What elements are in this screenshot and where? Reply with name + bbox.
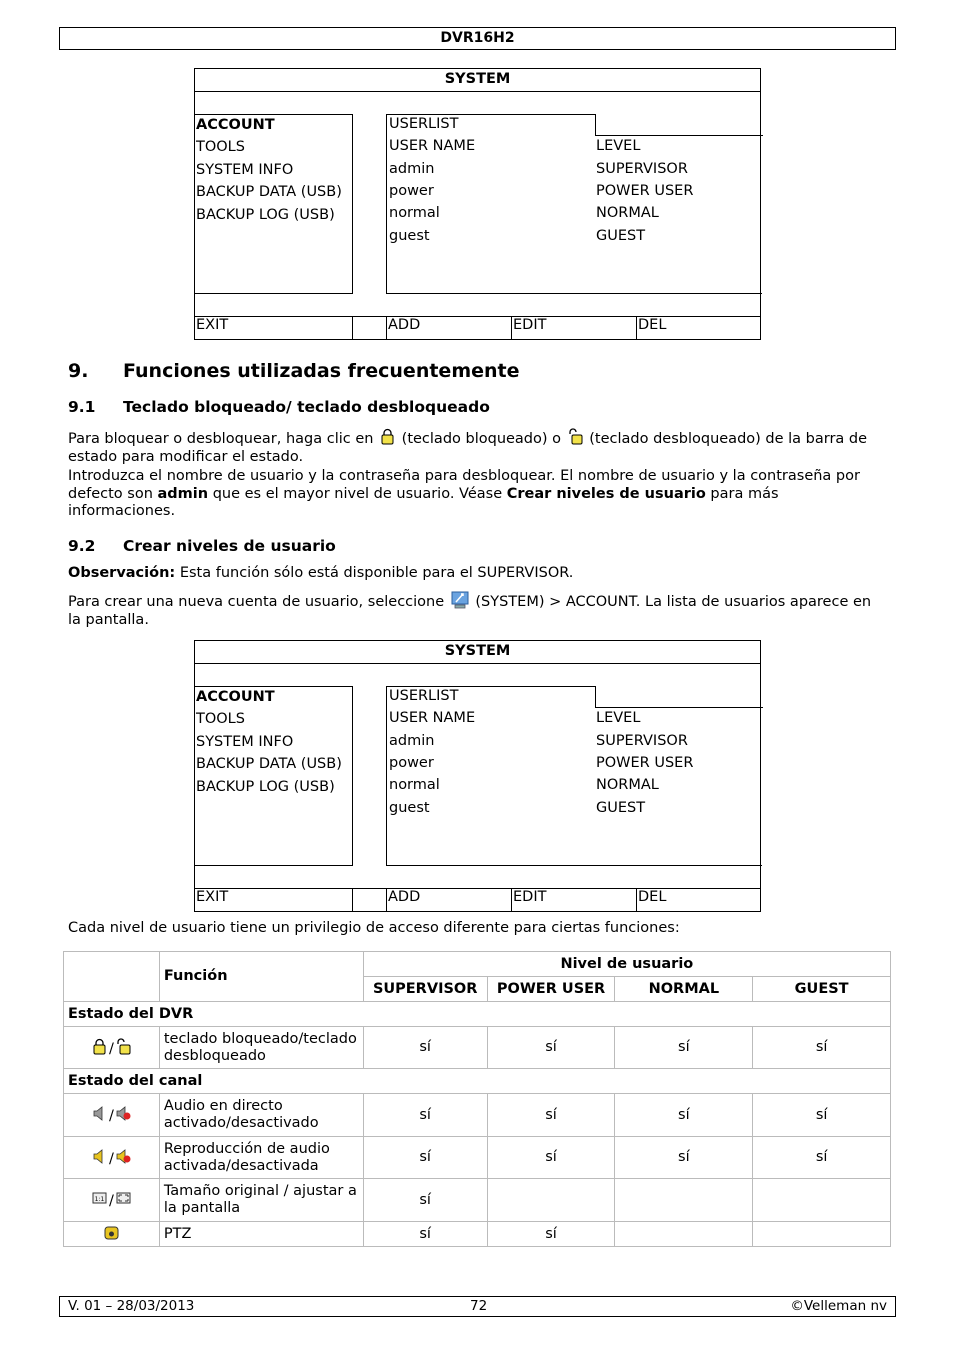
header-level: POWER USER <box>487 977 615 1002</box>
note-text: Esta función sólo está disponible para el SUPERVISOR. <box>179 565 574 581</box>
menu-item-tools[interactable]: TOOLS <box>196 139 245 156</box>
table-row <box>64 1027 891 1069</box>
userlist-header <box>389 136 640 158</box>
paragraph-note <box>68 565 888 583</box>
header-nivel: Nivel de usuario <box>363 952 890 977</box>
user-row[interactable] <box>389 181 693 203</box>
paragraph-create-user <box>68 591 888 629</box>
text: Para crear una nueva cuenta de usuario, seleccione <box>68 594 445 610</box>
user-name: normal <box>389 205 440 221</box>
header-level: NORMAL <box>615 977 753 1002</box>
function-cell: teclado bloqueado/teclado desbloqueado <box>159 1027 363 1069</box>
note-label: Observación: <box>68 565 176 581</box>
page-footer <box>59 1296 896 1317</box>
bold-reference: Crear niveles de usuario <box>506 485 706 502</box>
value-cell: sí <box>363 1179 487 1222</box>
value-cell: sí <box>487 1027 615 1069</box>
user-row[interactable] <box>389 226 645 248</box>
add-button[interactable]: ADD <box>386 888 511 912</box>
section-row-dvr: Estado del DVR <box>64 1002 891 1027</box>
user-level: SUPERVISOR <box>596 160 688 177</box>
paragraph-unlock-info <box>68 468 888 521</box>
user-name: power <box>389 755 434 771</box>
menu-item-backup-data[interactable]: BACKUP DATA (USB) <box>196 756 342 773</box>
user-level: NORMAL <box>596 777 659 793</box>
text: que es el mayor nivel de usuario. Véase <box>212 485 503 502</box>
userlist-header <box>389 708 640 730</box>
separator: / <box>108 1108 114 1124</box>
unlock-icon <box>116 1038 131 1055</box>
function-cell: PTZ <box>159 1222 363 1247</box>
user-name: power <box>389 183 434 199</box>
value-cell: sí <box>615 1137 753 1179</box>
menu-item-backup-data[interactable]: BACKUP DATA (USB) <box>196 184 342 201</box>
function-cell: Tamaño original / ajustar a la pantalla <box>159 1179 363 1222</box>
user-name: normal <box>389 777 440 793</box>
value-cell: sí <box>363 1137 487 1179</box>
user-name: guest <box>389 227 430 244</box>
separator: / <box>108 1193 114 1209</box>
value-cell: sí <box>487 1094 615 1137</box>
del-button[interactable]: DEL <box>636 888 761 912</box>
user-level: POWER USER <box>596 755 694 771</box>
user-level: POWER USER <box>596 183 694 199</box>
menu-item-backup-log[interactable]: BACKUP LOG (USB) <box>196 778 335 795</box>
user-level: GUEST <box>596 227 646 244</box>
user-level: NORMAL <box>596 205 659 221</box>
section-row-canal: Estado del canal <box>64 1069 891 1094</box>
value-cell <box>753 1179 891 1222</box>
section-9-heading <box>68 360 520 382</box>
paragraph-table-intro: Cada nivel de usuario tiene un privilegio de acceso diferente para ciertas funciones: <box>68 920 680 936</box>
menu-item-system-info[interactable]: SYSTEM INFO <box>196 161 294 178</box>
table-row <box>64 1094 891 1137</box>
exit-button[interactable]: EXIT <box>194 316 353 340</box>
value-cell <box>615 1179 753 1222</box>
menu-item-system-info[interactable]: SYSTEM INFO <box>196 733 294 750</box>
system-account-screen <box>194 68 761 340</box>
speaker-muted-icon <box>116 1105 131 1122</box>
lock-icon <box>380 428 395 445</box>
system-title: SYSTEM <box>195 69 760 92</box>
text: (teclado bloqueado) o <box>401 431 562 447</box>
page-header <box>59 27 896 50</box>
icon-cell <box>64 1094 160 1137</box>
value-cell: sí <box>363 1027 487 1069</box>
exit-button[interactable]: EXIT <box>194 888 353 912</box>
icon-cell <box>64 1027 160 1069</box>
section-title: Crear niveles de usuario <box>123 537 336 555</box>
user-level: GUEST <box>596 799 646 816</box>
value-cell: sí <box>363 1222 487 1247</box>
text: para más informaciones. <box>68 485 779 519</box>
section-number: 9.2 <box>68 537 96 555</box>
footer-copyright: ©Velleman nv <box>790 1298 887 1314</box>
user-name: guest <box>389 799 430 816</box>
system-menu <box>194 114 353 294</box>
tab-userlist[interactable]: USERLIST <box>387 686 596 708</box>
header-empty <box>64 952 160 1002</box>
original-size-icon <box>92 1190 107 1207</box>
svg-text:1:1: 1:1 <box>94 1196 105 1203</box>
privilege-table <box>63 951 891 1247</box>
header-funcion: Función <box>159 952 363 1002</box>
value-cell <box>753 1222 891 1247</box>
userlist-panel <box>386 686 762 866</box>
menu-item-backup-log[interactable]: BACKUP LOG (USB) <box>196 206 335 223</box>
value-cell: sí <box>615 1094 753 1137</box>
user-row[interactable] <box>389 775 659 797</box>
section-9-2-heading <box>68 537 336 555</box>
value-cell: sí <box>753 1137 891 1179</box>
speaker-icon <box>92 1105 107 1122</box>
del-button[interactable]: DEL <box>636 316 761 340</box>
model-name: DVR16H2 <box>440 30 515 46</box>
separator: / <box>108 1040 114 1057</box>
tab-userlist[interactable]: USERLIST <box>387 114 596 136</box>
value-cell <box>487 1179 615 1222</box>
system-icon <box>451 591 469 609</box>
value-cell: sí <box>615 1027 753 1069</box>
bold-admin: admin <box>157 485 209 502</box>
menu-item-tools[interactable]: TOOLS <box>196 711 245 728</box>
header-level: GUEST <box>753 977 891 1002</box>
paragraph-lock <box>68 428 888 466</box>
lock-icon <box>92 1038 107 1055</box>
text: Introduzca el nombre de usuario y la contraseña para desbloquear. El nombre de usuario y la contraseña por defecto son <box>68 468 860 502</box>
col-user-name: USER NAME <box>389 710 476 726</box>
menu-item-account[interactable]: ACCOUNT <box>196 117 275 133</box>
icon-cell <box>64 1179 160 1222</box>
col-level: LEVEL <box>596 710 641 726</box>
header-level: SUPERVISOR <box>363 977 487 1002</box>
user-row[interactable] <box>389 203 659 225</box>
function-cell: Reproducción de audio activada/desactivada <box>159 1137 363 1179</box>
playback-audio-icon <box>92 1148 107 1165</box>
col-level: LEVEL <box>596 138 641 154</box>
section-number: 9. <box>68 360 89 382</box>
separator: / <box>108 1150 114 1167</box>
footer-page-number: 72 <box>470 1298 488 1314</box>
section-9-1-heading <box>68 398 490 416</box>
unlock-icon <box>568 428 583 445</box>
icon-cell <box>64 1137 160 1179</box>
user-row[interactable] <box>389 159 688 181</box>
playback-audio-muted-icon <box>116 1148 131 1165</box>
col-user-name: USER NAME <box>389 138 476 154</box>
edit-button[interactable]: EDIT <box>511 888 636 912</box>
section-title: Teclado bloqueado/ teclado desbloqueado <box>123 398 490 416</box>
text: Para bloquear o desbloquear, haga clic en <box>68 431 374 447</box>
userlist-panel <box>386 114 762 294</box>
fit-screen-icon <box>116 1190 131 1207</box>
table-row <box>64 1137 891 1179</box>
value-cell: sí <box>363 1094 487 1137</box>
footer-version: V. 01 – 28/03/2013 <box>68 1298 195 1314</box>
user-name: admin <box>389 732 435 749</box>
text: (SYSTEM) > ACCOUNT. La lista de usuarios aparece en la pantalla. <box>68 594 872 628</box>
text: (teclado desbloqueado) de la barra de estado para modificar el estado. <box>68 431 868 465</box>
value-cell: sí <box>487 1222 615 1247</box>
value-cell <box>615 1222 753 1247</box>
user-level: SUPERVISOR <box>596 732 688 749</box>
icon-cell <box>64 1222 160 1247</box>
menu-item-account[interactable]: ACCOUNT <box>196 689 275 705</box>
edit-button[interactable]: EDIT <box>511 316 636 340</box>
section-number: 9.1 <box>68 398 96 416</box>
add-button[interactable]: ADD <box>386 316 511 340</box>
system-account-screen <box>194 640 761 912</box>
user-row[interactable] <box>389 731 688 753</box>
function-cell: Audio en directo activado/desactivado <box>159 1094 363 1137</box>
value-cell: sí <box>753 1094 891 1137</box>
value-cell: sí <box>487 1137 615 1179</box>
user-name: admin <box>389 160 435 177</box>
user-row[interactable] <box>389 798 645 820</box>
system-menu <box>194 686 353 866</box>
value-cell: sí <box>753 1027 891 1069</box>
system-title: SYSTEM <box>195 641 760 664</box>
table-row <box>64 1179 891 1222</box>
section-title: Funciones utilizadas frecuentemente <box>123 360 520 382</box>
table-row <box>64 1222 891 1247</box>
ptz-icon <box>104 1224 119 1241</box>
user-row[interactable] <box>389 753 693 775</box>
